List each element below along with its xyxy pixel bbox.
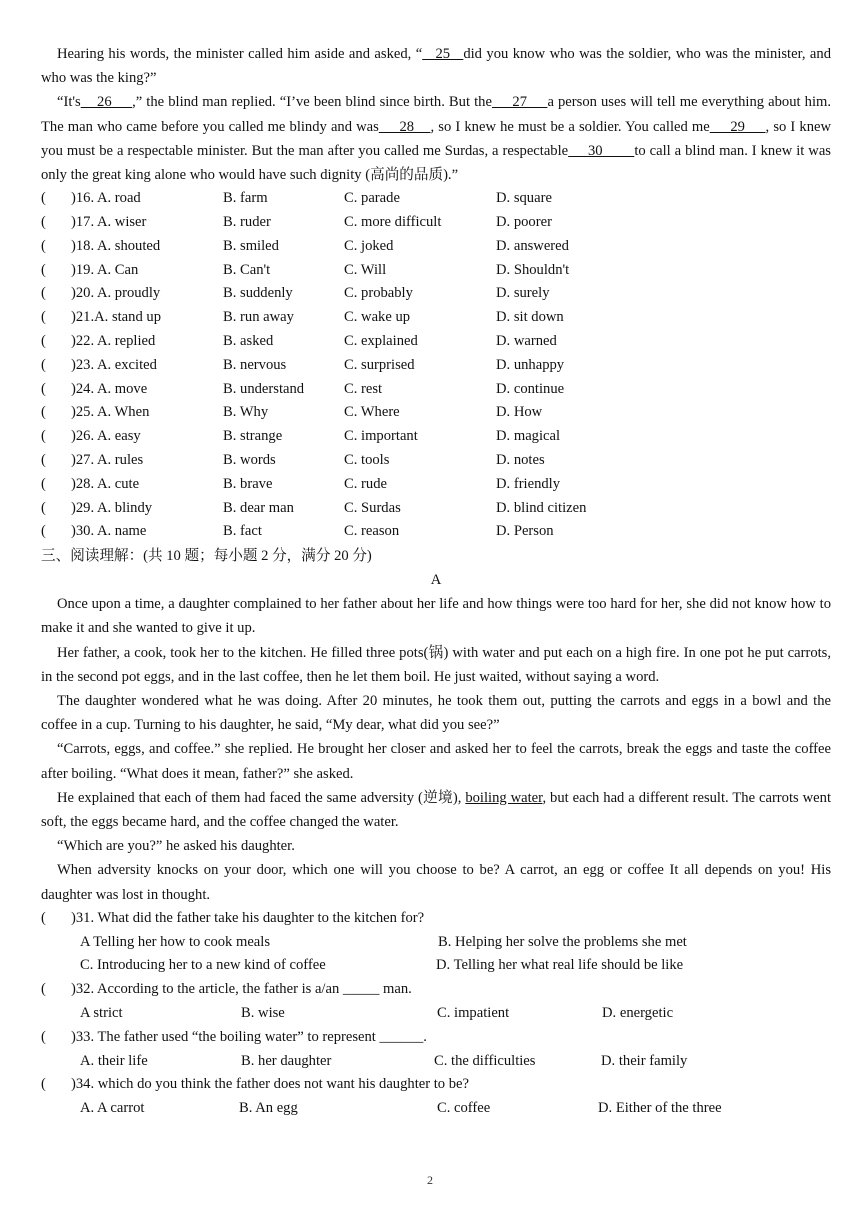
option-d: D. sit down <box>496 309 564 326</box>
option-d: D. blind citizen <box>496 499 587 516</box>
cloze-question-row <box>41 330 831 354</box>
cloze-question-row <box>41 425 831 449</box>
cloze-question-row <box>41 211 831 235</box>
option-d: D. magical <box>496 428 561 445</box>
page-number: 2 <box>427 1173 433 1187</box>
option-c: C. more difficult <box>344 214 442 231</box>
option-a: A. their life <box>80 1052 148 1069</box>
option-d: D. warned <box>496 333 557 349</box>
option-a: )23. A. excited <box>71 356 157 373</box>
blank-29: 29 <box>709 118 766 135</box>
option-b: B. An egg <box>239 1100 298 1117</box>
option-d: D. poorer <box>496 214 552 231</box>
option-b: B. smiled <box>223 237 279 254</box>
option-c: C. coffee <box>437 1100 491 1117</box>
option-c: C. probably <box>344 285 413 302</box>
reading-paragraph-5: He explained that each of them had faced the same adversity (逆境), boiling water, but each had a different result. The carrots went soft, the eggs became hard, and the coffee changed the water. <box>41 789 831 830</box>
option-a: )21.A. stand up <box>71 309 161 326</box>
blank-28: 28 <box>378 118 431 135</box>
reading-paragraph-2: Her father, a cook, took her to the kitchen. He filled three pots(锅) with water and put each on a high fire. In one pot he put carrots, in the second pot eggs, and in the last coffee, then he let them boil. He just waited, without saying a word. <box>41 644 831 685</box>
option-a: )19. A. Can <box>71 261 139 278</box>
option-d: D. Either of the three <box>598 1100 722 1117</box>
option-d: D. energetic <box>602 1005 674 1021</box>
option-b: B. Why <box>223 404 269 421</box>
option-d: D. their family <box>601 1052 688 1069</box>
question-32: ( )32. According to the article, the father is a/an _____ man. <box>41 981 412 998</box>
option-a: )22. A. replied <box>71 333 156 349</box>
question-33-options <box>41 1050 831 1074</box>
option-c: C. the difficulties <box>434 1052 536 1069</box>
question-31-options-row-2 <box>41 954 831 978</box>
passage-paragraph-1: Hearing his words, the minister called him aside and asked, “ 25 did you know who was the soldier, who was the minister, and who was the king?” <box>41 46 832 87</box>
answer-paren: ( <box>41 380 46 397</box>
option-b: B. understand <box>223 380 305 397</box>
question-32-options <box>41 1002 831 1026</box>
cloze-question-row <box>41 235 831 259</box>
option-d: D. How <box>496 404 543 421</box>
cloze-question-row <box>41 473 831 497</box>
option-b: B. farm <box>223 190 268 207</box>
answer-paren: ( <box>41 499 46 516</box>
cloze-question-row <box>41 306 831 330</box>
answer-paren: ( <box>41 309 46 326</box>
option-c: C. Where <box>344 404 400 421</box>
option-a: )16. A. road <box>71 190 141 207</box>
answer-paren: ( <box>41 261 46 278</box>
blank-27: 27 <box>491 94 548 111</box>
section-title: 三、阅读理解：(共 10 题；每小题 2 分，满分 20 分) <box>41 548 372 565</box>
passage-paragraph-2: “It's 26 ,” the blind man replied. “I’ve been blind since birth. But the 27 a person uses will tell me everything about him. The man who came before you called me blindy and was 28 , so I knew he must be a soldier. You called me 29 , so I knew you must be a respectable minister. But the man after you called me Surdas, a respectable 30 to call a blind man. I knew it was only the great king alone who would have such dignity (高尚的品质).” <box>41 94 832 184</box>
answer-paren: ( <box>41 237 46 254</box>
option-c: C. Introducing her to a new kind of coffee <box>80 957 326 974</box>
option-b: B. her daughter <box>241 1052 332 1069</box>
option-a: )17. A. wiser <box>71 214 147 231</box>
option-b: B. fact <box>223 523 262 540</box>
answer-paren: ( <box>41 523 46 540</box>
cloze-question-row <box>41 401 831 425</box>
option-b: B. Can't <box>223 261 271 278</box>
option-b: B. dear man <box>223 499 294 516</box>
answer-paren: ( <box>41 428 46 445</box>
reading-paragraph-3: The daughter wondered what he was doing. After 20 minutes, he took them out, putting the carrots and eggs in a bowl and the coffee in a cup. Turning to his daughter, he said, “My dear, what did you see?” <box>41 692 831 734</box>
option-b: B. nervous <box>223 356 287 373</box>
answer-paren: ( <box>41 285 46 302</box>
option-c: C. Will <box>344 261 387 278</box>
option-a: )28. A. cute <box>71 475 140 492</box>
answer-paren: ( <box>41 475 46 492</box>
option-d: D. Person <box>496 523 554 540</box>
option-a: )29. A. blindy <box>71 499 153 516</box>
option-b: B. asked <box>223 333 274 349</box>
option-a: A strict <box>80 1005 123 1021</box>
option-c: C. explained <box>344 333 418 349</box>
reading-paragraph-6: “Which are you?” he asked his daughter. <box>57 838 295 855</box>
option-c: C. surprised <box>344 356 415 373</box>
question-34: ( )34. which do you think the father does not want his daughter to be? <box>41 1076 469 1093</box>
blank-30: 30 <box>568 142 635 159</box>
cloze-question-row <box>41 449 831 473</box>
document-page <box>41 42 831 1121</box>
question-34-options <box>41 1097 831 1121</box>
reading-paragraph-4: “Carrots, eggs, and coffee.” she replied. He brought her closer and asked her to feel the carrots, break the eggs and taste the coffee after boiling. “What does it mean, father?” she asked. <box>41 741 831 782</box>
option-b: B. run away <box>223 309 294 326</box>
option-c: C. Surdas <box>344 499 401 516</box>
cloze-question-row <box>41 497 831 521</box>
question-31: ( )31. What did the father take his daughter to the kitchen for? <box>41 909 425 926</box>
answer-paren: ( <box>41 356 46 373</box>
answer-paren: ( <box>41 404 46 421</box>
underlined-phrase: boiling water <box>465 789 543 806</box>
option-c: C. important <box>344 428 418 445</box>
cloze-question-row <box>41 520 831 544</box>
option-c: C. tools <box>344 451 390 468</box>
reading-paragraph-1: Once upon a time, a daughter complained to her father about her life and how things were too hard for her, she did not know how to make it and she wanted to give it up. <box>41 596 831 637</box>
option-a: )18. A. shouted <box>71 237 161 254</box>
option-a: )30. A. name <box>71 523 147 540</box>
option-d: D. answered <box>496 237 569 254</box>
question-31-options-row-1 <box>41 931 831 955</box>
option-b: B. Helping her solve the problems she met <box>438 933 687 950</box>
option-a: )25. A. When <box>71 404 150 421</box>
option-a: )27. A. rules <box>71 451 144 468</box>
option-d: D. square <box>496 190 552 207</box>
option-d: D. unhappy <box>496 356 565 373</box>
option-d: D. continue <box>496 380 565 397</box>
option-b: B. brave <box>223 475 273 492</box>
option-a: A Telling her how to cook meals <box>80 933 271 950</box>
option-b: B. strange <box>223 428 283 445</box>
option-a: )26. A. easy <box>71 428 141 445</box>
option-a: )20. A. proudly <box>71 285 161 302</box>
cloze-question-row <box>41 259 831 283</box>
reading-paragraph-7: When adversity knocks on your door, which one will you choose to be? A carrot, an egg or coffee It all depends on you! His daughter was lost in thought. <box>41 862 831 903</box>
option-c: C. reason <box>344 523 400 540</box>
option-b: B. wise <box>241 1005 285 1021</box>
option-a: )24. A. move <box>71 380 148 397</box>
option-b: B. ruder <box>223 214 271 231</box>
option-c: C. rest <box>344 380 383 397</box>
answer-paren: ( <box>41 333 46 349</box>
answer-paren: ( <box>41 214 46 231</box>
answer-paren: ( <box>41 451 46 468</box>
option-d: D. Telling her what real life should be like <box>436 957 684 974</box>
cloze-question-list <box>41 187 831 544</box>
option-d: D. notes <box>496 451 545 468</box>
option-c: C. joked <box>344 237 394 254</box>
cloze-question-row <box>41 378 831 402</box>
option-c: C. parade <box>344 190 400 207</box>
option-d: D. friendly <box>496 475 561 492</box>
question-33: ( )33. The father used “the boiling water” to represent ______. <box>41 1028 427 1045</box>
option-c: C. impatient <box>437 1005 510 1021</box>
option-a: A. A carrot <box>80 1100 145 1117</box>
cloze-question-row <box>41 354 831 378</box>
option-c: C. wake up <box>344 309 411 326</box>
cloze-question-row <box>41 187 831 211</box>
blank-26: 26 <box>80 94 133 111</box>
answer-paren: ( <box>41 190 46 207</box>
option-c: C. rude <box>344 475 387 492</box>
passage-label: A <box>430 572 442 589</box>
blank-25: 25 <box>422 46 464 62</box>
cloze-question-row <box>41 282 831 306</box>
option-b: B. suddenly <box>223 285 293 302</box>
option-d: D. Shouldn't <box>496 261 570 278</box>
option-d: D. surely <box>496 285 550 302</box>
option-b: B. words <box>223 451 276 468</box>
